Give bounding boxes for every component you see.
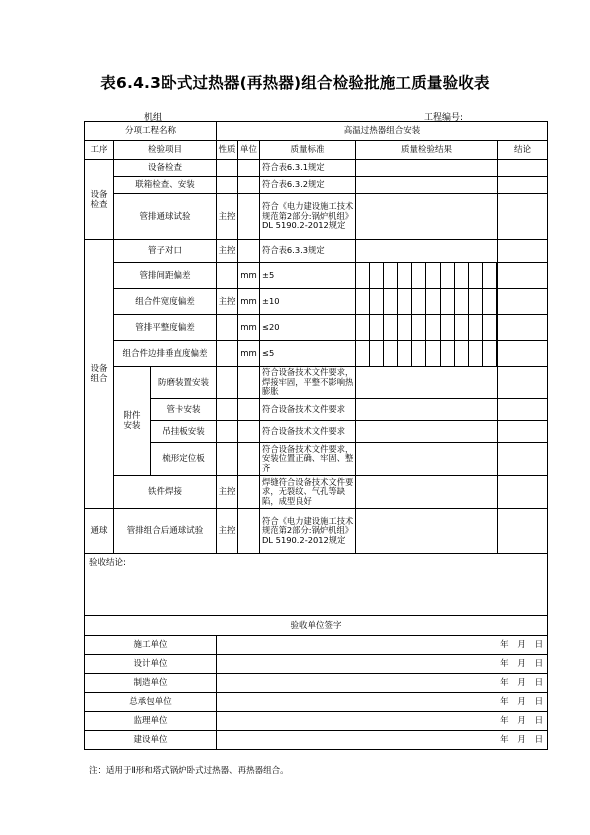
- group-equipment-check: 设备 检查: [85, 160, 114, 240]
- measurement-cell[interactable]: [441, 341, 455, 366]
- item-cell: 组合件宽度偏差: [114, 289, 217, 315]
- measurement-cell[interactable]: [412, 289, 426, 314]
- result-cell[interactable]: [356, 399, 498, 421]
- result-grid[interactable]: [356, 289, 498, 315]
- result-grid[interactable]: [356, 341, 498, 367]
- item-cell: 管排平整度偏差: [114, 315, 217, 341]
- signature-unit: 监理单位: [85, 712, 217, 731]
- nature-cell: [217, 263, 238, 289]
- acceptance-conclusion-label: 验收结论:: [89, 558, 126, 568]
- unit-cell: [238, 240, 260, 263]
- measurement-cell[interactable]: [426, 289, 440, 314]
- col-standard: 质量标准: [260, 141, 356, 160]
- unit-cell: [238, 476, 260, 509]
- result-cell[interactable]: [356, 240, 498, 263]
- measurement-cell[interactable]: [441, 263, 455, 288]
- nature-cell: [217, 367, 238, 399]
- col-result: 质量检验结果: [356, 141, 498, 160]
- conclusion-cell[interactable]: [498, 263, 548, 289]
- item-cell: 吊挂板安装: [151, 421, 217, 443]
- col-unit: 单位: [238, 141, 260, 160]
- measurement-cell[interactable]: [412, 263, 426, 288]
- measurement-grid[interactable]: [356, 263, 497, 288]
- measurement-cell[interactable]: [356, 315, 370, 340]
- nature-cell: 主控: [217, 289, 238, 315]
- nature-cell: [217, 177, 238, 194]
- conclusion-cell[interactable]: [498, 476, 548, 509]
- nature-cell: 主控: [217, 509, 238, 554]
- standard-cell: 符合设备技术文件要求，焊接牢固，平整不影响热膨胀: [260, 367, 356, 399]
- col-item: 检验项目: [114, 141, 217, 160]
- result-cell[interactable]: [356, 443, 498, 476]
- conclusion-cell[interactable]: [498, 240, 548, 263]
- standard-cell: 符合设备技术文件要求: [260, 421, 356, 443]
- measurement-grid[interactable]: [356, 341, 497, 366]
- item-cell: 梳形定位板: [151, 443, 217, 476]
- item-cell: 管排组合后通球试验: [114, 509, 217, 554]
- standard-cell: 焊缝符合设备技术文件要求，无裂纹、气孔等缺陷，成型良好: [260, 476, 356, 509]
- inspection-form-table: [84, 121, 548, 750]
- nature-cell: [217, 399, 238, 421]
- standard-cell: 符合设备技术文件要求: [260, 399, 356, 421]
- group-attachment: 附件 安装: [114, 367, 151, 476]
- item-cell: 管子对口: [114, 240, 217, 263]
- measurement-cell[interactable]: [469, 289, 483, 314]
- standard-cell: 符合表6.3.2规定: [260, 177, 356, 194]
- measurement-grid[interactable]: [356, 289, 497, 314]
- unit-cell: mm: [238, 341, 260, 367]
- signature-date[interactable]: 年 月 日: [217, 712, 548, 731]
- signature-unit: 制造单位: [85, 674, 217, 693]
- measurement-cell[interactable]: [483, 315, 497, 340]
- result-cell[interactable]: [356, 194, 498, 240]
- page-title: 表6.4.3卧式过热器(再热器)组合检验批施工质量验收表: [100, 74, 490, 92]
- measurement-cell[interactable]: [370, 289, 384, 314]
- project-no-label: 工程编号:: [424, 113, 464, 123]
- nature-cell: [217, 341, 238, 367]
- signature-unit: 建设单位: [85, 731, 217, 750]
- unit-cell: [238, 194, 260, 240]
- measurement-cell[interactable]: [483, 289, 497, 314]
- measurement-cell[interactable]: [356, 289, 370, 314]
- conclusion-cell[interactable]: [498, 177, 548, 194]
- measurement-cell[interactable]: [426, 341, 440, 366]
- result-cell[interactable]: [356, 476, 498, 509]
- nature-cell: 主控: [217, 194, 238, 240]
- standard-cell: ≤20: [260, 315, 356, 341]
- measurement-cell[interactable]: [469, 263, 483, 288]
- measurement-cell[interactable]: [483, 341, 497, 366]
- item-cell: 联箱检查、安装: [114, 177, 217, 194]
- measurement-cell[interactable]: [455, 263, 469, 288]
- measurement-cell[interactable]: [469, 341, 483, 366]
- result-cell[interactable]: [356, 160, 498, 177]
- conclusion-cell[interactable]: [498, 289, 548, 315]
- nature-cell: 主控: [217, 240, 238, 263]
- conclusion-cell[interactable]: [498, 315, 548, 341]
- item-cell: 管排间距偏差: [114, 263, 217, 289]
- measurement-cell[interactable]: [398, 289, 412, 314]
- unit-cell: mm: [238, 289, 260, 315]
- result-grid[interactable]: [356, 315, 498, 341]
- col-nature: 性质: [217, 141, 238, 160]
- measurement-cell[interactable]: [356, 341, 370, 366]
- signature-date[interactable]: 年 月 日: [217, 693, 548, 712]
- measurement-cell[interactable]: [455, 289, 469, 314]
- group-ball-pass: 通球: [85, 509, 114, 554]
- standard-cell: 符合《电力建设施工技术规范第2部分:锅炉机组》 DL 5190.2-2012规定: [260, 194, 356, 240]
- conclusion-cell[interactable]: [498, 443, 548, 476]
- measurement-cell[interactable]: [370, 263, 384, 288]
- nature-cell: [217, 315, 238, 341]
- nature-cell: [217, 160, 238, 177]
- footnote: 注：适用于Ⅱ形和塔式锅炉卧式过热器、再热器组合。: [89, 766, 289, 776]
- signature-date[interactable]: 年 月 日: [217, 674, 548, 693]
- measurement-cell[interactable]: [412, 341, 426, 366]
- measurement-cell[interactable]: [398, 263, 412, 288]
- unit-cell: [238, 509, 260, 554]
- measurement-cell[interactable]: [384, 315, 398, 340]
- conclusion-cell[interactable]: [498, 160, 548, 177]
- standard-cell: ±5: [260, 263, 356, 289]
- measurement-cell[interactable]: [455, 341, 469, 366]
- col-process: 工序: [85, 141, 114, 160]
- measurement-cell[interactable]: [384, 289, 398, 314]
- item-cell: 铁件焊接: [114, 476, 217, 509]
- measurement-cell[interactable]: [398, 341, 412, 366]
- measurement-cell[interactable]: [441, 289, 455, 314]
- measurement-cell[interactable]: [469, 315, 483, 340]
- measurement-cell[interactable]: [483, 263, 497, 288]
- result-cell[interactable]: [356, 177, 498, 194]
- measurement-cell[interactable]: [412, 315, 426, 340]
- acceptance-conclusion[interactable]: [85, 554, 548, 616]
- standard-cell: 符合设备技术文件要求，安装位置正确、牢固、整齐: [260, 443, 356, 476]
- result-grid[interactable]: [356, 263, 498, 289]
- unit-label: 机组: [144, 113, 163, 123]
- conclusion-cell[interactable]: [498, 399, 548, 421]
- result-cell[interactable]: [356, 509, 498, 554]
- unit-cell: mm: [238, 315, 260, 341]
- unit-cell: [238, 443, 260, 476]
- subproject-value: 高温过热器组合安装: [217, 122, 548, 141]
- measurement-grid[interactable]: [356, 315, 497, 340]
- item-cell: 组合件边排垂直度偏差: [114, 341, 217, 367]
- conclusion-cell[interactable]: [498, 367, 548, 399]
- unit-cell: [238, 421, 260, 443]
- item-cell: 防磨装置安装: [151, 367, 217, 399]
- item-cell: 管卡安装: [151, 399, 217, 421]
- signature-unit: 总承包单位: [85, 693, 217, 712]
- unit-cell: [238, 177, 260, 194]
- signature-header: 验收单位签字: [85, 616, 548, 636]
- conclusion-cell[interactable]: [498, 509, 548, 554]
- col-conclusion: 结论: [498, 141, 548, 160]
- unit-cell: [238, 160, 260, 177]
- nature-cell: [217, 421, 238, 443]
- result-cell[interactable]: [356, 367, 498, 399]
- signature-unit: 设计单位: [85, 655, 217, 674]
- signature-date[interactable]: 年 月 日: [217, 731, 548, 750]
- signature-unit: 施工单位: [85, 636, 217, 655]
- conclusion-cell[interactable]: [498, 194, 548, 240]
- measurement-cell[interactable]: [384, 263, 398, 288]
- unit-cell: [238, 399, 260, 421]
- standard-cell: ±10: [260, 289, 356, 315]
- item-cell: 管排通球试验: [114, 194, 217, 240]
- unit-cell: [238, 367, 260, 399]
- standard-cell: 符合表6.3.1规定: [260, 160, 356, 177]
- measurement-cell[interactable]: [426, 263, 440, 288]
- standard-cell: ≤5: [260, 341, 356, 367]
- measurement-cell[interactable]: [398, 315, 412, 340]
- result-cell[interactable]: [356, 421, 498, 443]
- measurement-cell[interactable]: [455, 315, 469, 340]
- subproject-label: 分项工程名称: [85, 122, 217, 141]
- nature-cell: [217, 443, 238, 476]
- standard-cell: 符合《电力建设施工技术规范第2部分:锅炉机组》 DL 5190.2-2012规定: [260, 509, 356, 554]
- item-cell: 设备检查: [114, 160, 217, 177]
- measurement-cell[interactable]: [370, 315, 384, 340]
- signature-date[interactable]: 年 月 日: [217, 655, 548, 674]
- conclusion-cell[interactable]: [498, 421, 548, 443]
- conclusion-cell[interactable]: [498, 341, 548, 367]
- measurement-cell[interactable]: [370, 341, 384, 366]
- measurement-cell[interactable]: [441, 315, 455, 340]
- unit-cell: mm: [238, 263, 260, 289]
- measurement-cell[interactable]: [356, 263, 370, 288]
- signature-date[interactable]: 年 月 日: [217, 636, 548, 655]
- standard-cell: 符合表6.3.3规定: [260, 240, 356, 263]
- measurement-cell[interactable]: [384, 341, 398, 366]
- group-equipment-assembly: 设备 组合: [85, 240, 114, 509]
- nature-cell: 主控: [217, 476, 238, 509]
- measurement-cell[interactable]: [426, 315, 440, 340]
